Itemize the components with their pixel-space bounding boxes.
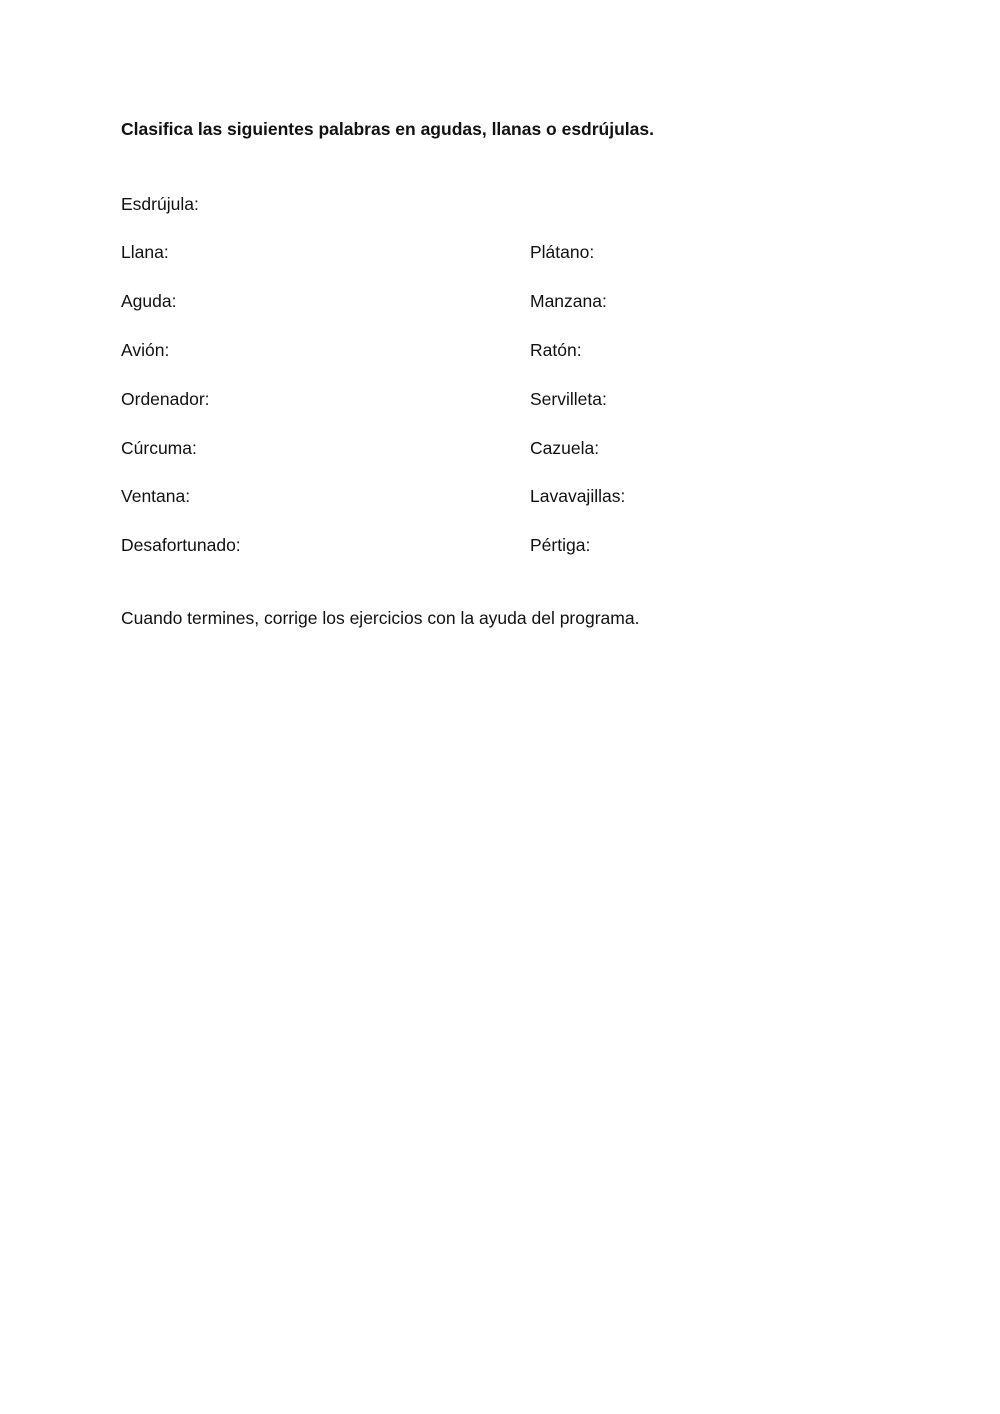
word-row xyxy=(121,535,881,559)
word-row xyxy=(121,242,881,266)
word-left: Ordenador: xyxy=(121,389,210,409)
word-right: Lavavajillas: xyxy=(530,486,626,506)
word-right: Servilleta: xyxy=(530,389,607,409)
word-right: Plátano: xyxy=(530,242,595,262)
word-left: Ventana: xyxy=(121,486,191,506)
word-left: Llana: xyxy=(121,242,169,262)
word-row xyxy=(121,486,881,510)
word-left: Cúrcuma: xyxy=(121,438,197,458)
word-row xyxy=(121,194,881,218)
word-right: Cazuela: xyxy=(530,438,600,458)
worksheet-title: Clasifica las siguientes palabras en agudas, llanas o esdrújulas. xyxy=(121,119,654,139)
word-row xyxy=(121,340,881,364)
word-right: Pértiga: xyxy=(530,535,591,555)
word-left: Avión: xyxy=(121,340,170,360)
word-row xyxy=(121,389,881,413)
word-left: Aguda: xyxy=(121,291,177,311)
word-right: Ratón: xyxy=(530,340,582,360)
word-row xyxy=(121,438,881,462)
word-left: Desafortunado: xyxy=(121,535,241,555)
word-right: Manzana: xyxy=(530,291,607,311)
word-row xyxy=(121,291,881,315)
word-left: Esdrújula: xyxy=(121,194,199,214)
instructions-footer: Cuando termines, corrige los ejercicios con la ayuda del programa. xyxy=(121,608,640,628)
